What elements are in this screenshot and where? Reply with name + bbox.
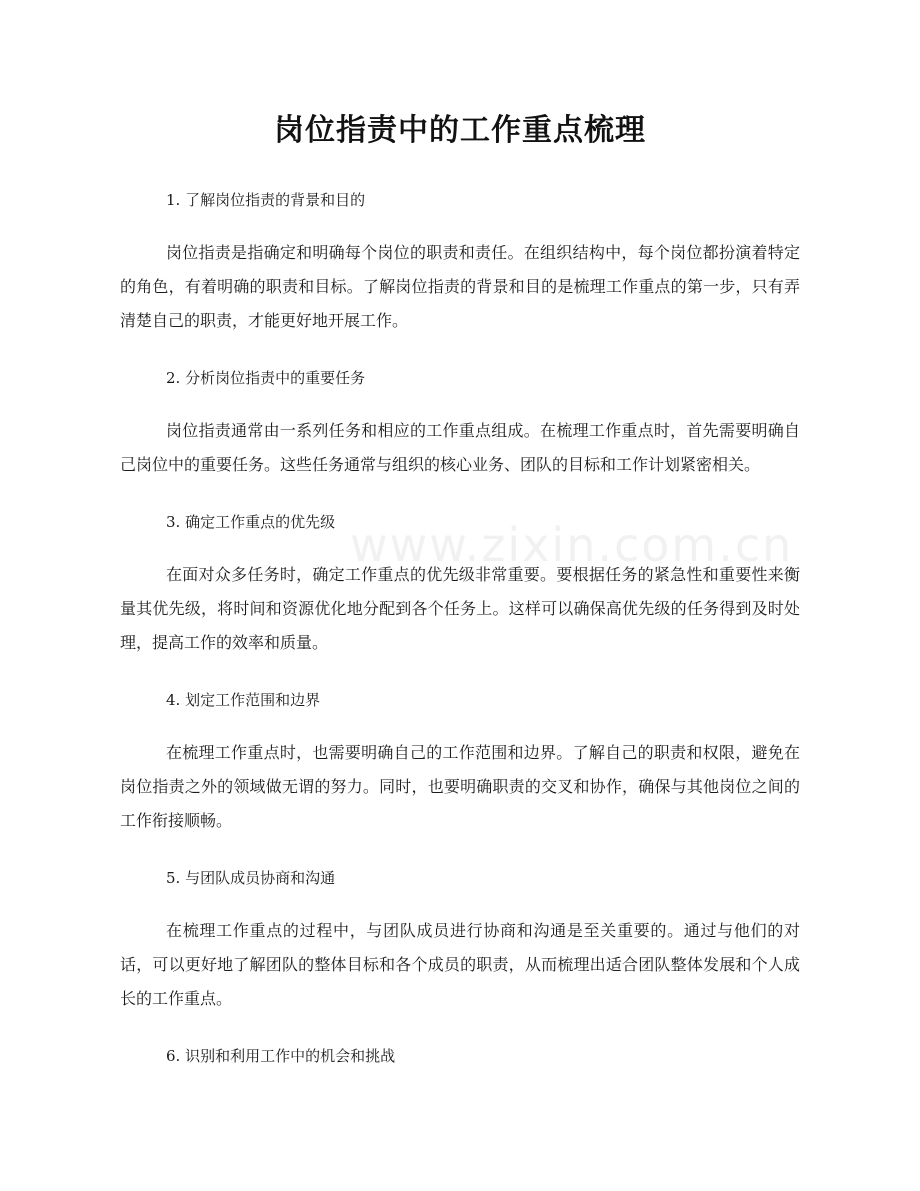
section-heading-2: 2. 分析岗位指责中的重要任务 bbox=[166, 369, 366, 387]
document-title: 岗位指责中的工作重点梳理 bbox=[274, 113, 646, 148]
document-content bbox=[120, 184, 800, 1072]
section-heading-1: 1. 了解岗位指责的背景和目的 bbox=[166, 191, 366, 209]
section-body-1: 岗位指责是指确定和明确每个岗位的职责和责任。在组织结构中，每个岗位都扮演着特定的角色，有着明确的职责和目标。了解岗位指责的背景和目的是梳理工作重点的第一步，只有弄清楚自己的职责，才能更好地开展工作。 bbox=[120, 243, 800, 330]
section-heading-3: 3. 确定工作重点的优先级 bbox=[166, 513, 336, 531]
section-body-5: 在梳理工作重点的过程中，与团队成员进行协商和沟通是至关重要的。通过与他们的对话，可以更好地了解团队的整体目标和各个成员的职责，从而梳理出适合团队整体发展和个人成长的工作重点。 bbox=[120, 921, 800, 1008]
watermark: www.zixin.com.cn bbox=[350, 518, 794, 572]
section-body-3: 在面对众多任务时，确定工作重点的优先级非常重要。要根据任务的紧急性和重要性来衡量其优先级，将时间和资源优化地分配到各个任务上。这样可以确保高优先级的任务得到及时处理，提高工作的效率和质量。 bbox=[120, 565, 800, 652]
section-body-4: 在梳理工作重点时，也需要明确自己的工作范围和边界。了解自己的职责和权限，避免在岗位指责之外的领域做无谓的努力。同时，也要明确职责的交叉和协作，确保与其他岗位之间的工作衔接顺畅。 bbox=[120, 743, 800, 830]
section-heading-5: 5. 与团队成员协商和沟通 bbox=[166, 869, 336, 887]
section-heading-6: 6. 识别和利用工作中的机会和挑战 bbox=[166, 1047, 396, 1065]
section-heading-4: 4. 划定工作范围和边界 bbox=[166, 691, 321, 709]
section-body-2: 岗位指责通常由一系列任务和相应的工作重点组成。在梳理工作重点时，首先需要明确自己岗位中的重要任务。这些任务通常与组织的核心业务、团队的目标和工作计划紧密相关。 bbox=[120, 421, 800, 474]
